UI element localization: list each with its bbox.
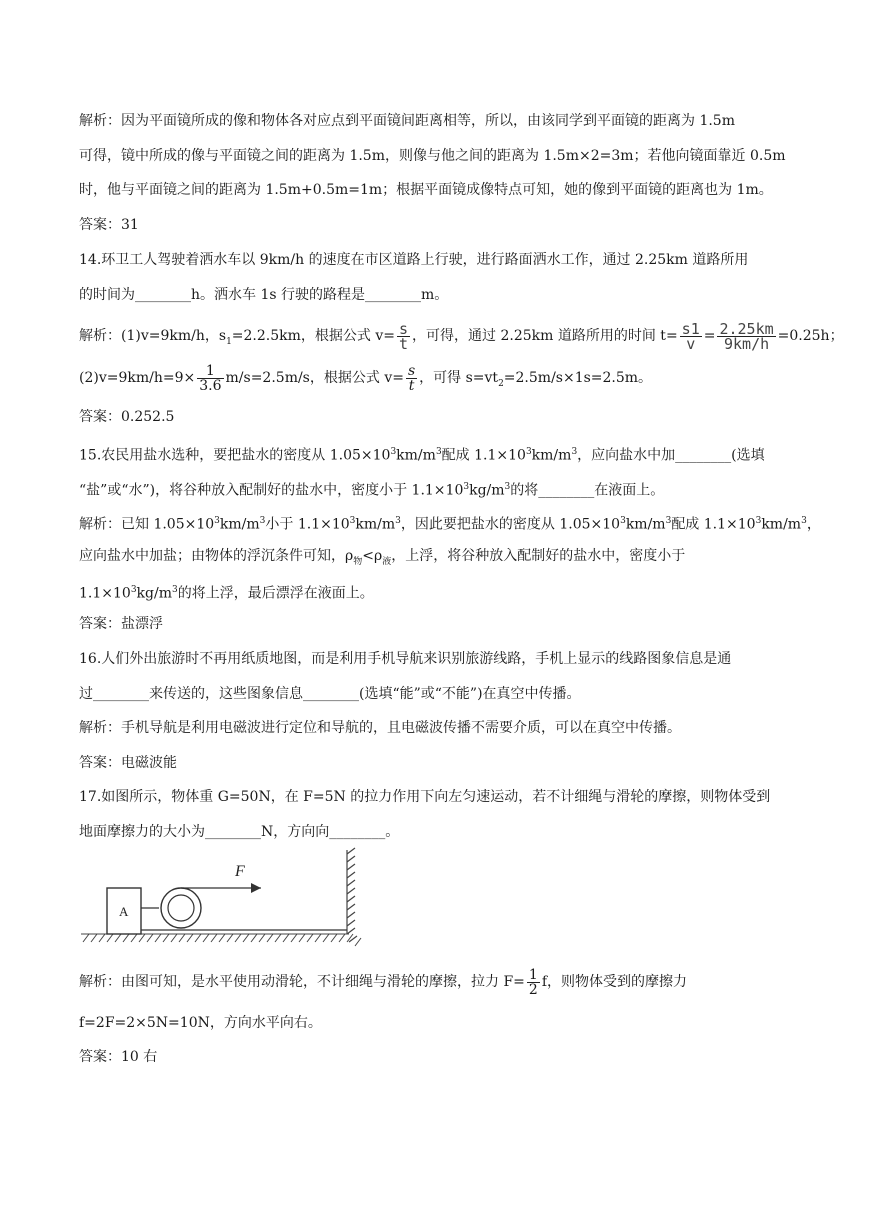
- ground-hatching: [81, 934, 361, 946]
- superscript: 3: [504, 482, 511, 492]
- fraction-distance-over-speed: [717, 319, 775, 353]
- force-label: F: [235, 863, 245, 880]
- text: =2.5m/s×1s=2.5m。: [503, 370, 653, 386]
- text: kg/m: [136, 585, 172, 602]
- analysis-line: [79, 358, 652, 404]
- pulley-diagram: [79, 846, 369, 956]
- question-14-line: 14.环卫工人驾驶着洒水车以 9km/h 的速度在市区道路上行驶，进行路面洒水工作，通过 2.25km 道路所用: [79, 252, 749, 268]
- equals: =: [703, 328, 716, 344]
- superscript: 3: [571, 447, 578, 457]
- text: (2)v=9km/h=9×: [79, 370, 196, 386]
- text: m/s=2.5m/s，根据公式 v=: [225, 370, 404, 386]
- analysis-line: 解析：手机导航是利用电磁波进行定位和导航的，且电磁波传播不需要介质，可以在真空中传播。: [79, 720, 681, 736]
- text: kg/m: [469, 482, 505, 499]
- text-line: 可得，镜中所成的像与平面镜之间的距离为 1.5m，则像与他之间的距离为 1.5m×2=3m；若他向镜面靠近 0.5m: [79, 148, 786, 164]
- superscript: 3: [620, 516, 626, 526]
- text: km/m: [355, 516, 396, 533]
- text: ，应向盐水中加________(选填: [577, 447, 765, 464]
- fraction-s1-over-v: [680, 319, 702, 353]
- denominator: 3.6: [199, 377, 222, 394]
- subscript: 1: [226, 336, 232, 347]
- superscript: 3: [349, 516, 356, 526]
- text: “盐”或“水”)，将谷种放入配制好的盐水中，密度小于 1.1×10: [79, 482, 464, 499]
- denominator: 2: [528, 981, 538, 998]
- text: ，上浮，将谷种放入配制好的盐水中，密度小于: [391, 548, 686, 564]
- subscript: 液: [382, 556, 392, 567]
- text: 应向盐水中加盐；由物体的浮沉条件可知，ρ: [79, 548, 354, 564]
- superscript: 3: [130, 585, 137, 595]
- numerator: s: [407, 362, 416, 379]
- superscript: 3: [435, 447, 442, 457]
- numerator: s1: [681, 319, 700, 338]
- text: 15.农民用盐水选种，要把盐水的密度从 1.05×10: [79, 447, 391, 464]
- text: =2.2.5km，根据公式 v=: [231, 328, 395, 344]
- denominator: t: [408, 377, 415, 394]
- text: km/m: [625, 516, 666, 533]
- superscript: 3: [801, 516, 807, 526]
- answer-line: 答案：盐漂浮: [79, 616, 163, 632]
- text: 1.1×10: [79, 585, 131, 602]
- analysis-line: [79, 318, 844, 360]
- text: km/m: [396, 447, 436, 464]
- answer-line: 答案：电磁波能: [79, 755, 177, 771]
- answer-line: 答案：31: [79, 217, 139, 233]
- analysis-line: [79, 962, 687, 1002]
- question-16-line: 过________来传送的，这些图象信息________(选填“能”或“不能”)在真空中传播。: [79, 686, 581, 702]
- analysis-line: [79, 580, 374, 604]
- text: 配成 1.1×10: [441, 447, 526, 464]
- question-15-line: [79, 442, 765, 466]
- text: 解析：(1)v=9km/h，s: [79, 328, 227, 344]
- answer-line: 答案：10 右: [79, 1049, 158, 1065]
- denominator: t: [399, 334, 409, 353]
- text: ，: [806, 516, 821, 533]
- question-15-line: [79, 477, 664, 501]
- text: 小于 1.1×10: [265, 516, 350, 533]
- denominator: 9km/h: [723, 334, 770, 353]
- pulley-wheel: [161, 888, 201, 928]
- answer-line: 答案：0.252.5: [79, 409, 175, 425]
- superscript: 3: [755, 516, 762, 526]
- superscript: 3: [463, 482, 470, 492]
- block-a-label: A: [119, 904, 129, 919]
- fraction-s-over-t: [397, 319, 410, 353]
- superscript: 3: [525, 447, 532, 457]
- analysis-line: [79, 546, 685, 572]
- fraction-1-over-2: [527, 968, 540, 997]
- question-17-line: 17.如图所示，物体重 G=50N，在 F=5N 的拉力作用下向左匀速运动，若不计细绳与滑轮的摩擦，则物体受到: [79, 789, 771, 805]
- text: km/m: [761, 516, 802, 533]
- superscript: 3: [214, 516, 220, 526]
- question-16-line: 16.人们外出旅游时不再用纸质地图，而是利用手机导航来识别旅游线路，手机上显示的线路图象信息是通: [79, 651, 732, 667]
- superscript: 3: [259, 516, 266, 526]
- superscript: 3: [171, 585, 178, 595]
- text: km/m: [219, 516, 260, 533]
- numerator: 1: [197, 364, 223, 379]
- text: <ρ: [362, 548, 383, 564]
- text: 的将上浮，最后漂浮在液面上。: [177, 585, 374, 602]
- text: km/m: [531, 447, 572, 464]
- question-14-line: 的时间为________h。洒水车 1s 行驶的路程是________m。: [79, 287, 449, 303]
- subscript: 物: [353, 556, 363, 567]
- fraction-s-over-t: [406, 364, 417, 393]
- numerator: 2.25km: [719, 319, 774, 338]
- text: 解析：由图可知，是水平使用动滑轮，不计细绳与滑轮的摩擦，拉力 F=: [79, 974, 525, 990]
- wall: [347, 848, 357, 942]
- arrow-head: [251, 883, 261, 893]
- subscript: 2: [498, 378, 504, 389]
- superscript: 3: [395, 516, 401, 526]
- analysis-line: [79, 511, 821, 535]
- text-line: 解析：因为平面镜所成的像和物体各对应点到平面镜间距离相等，所以，由该同学到平面镜的距离为 1.5m: [79, 113, 735, 129]
- text: 解析：已知 1.05×10: [79, 516, 215, 533]
- text: 配成 1.1×10: [671, 516, 756, 533]
- text-line: 时，他与平面镜之间的距离为 1.5m+0.5m=1m；根据平面镜成像特点可知，她的像到平面镜的距离也为 1m。: [79, 182, 773, 198]
- analysis-line: f=2F=2×5N=10N，方向水平向右。: [79, 1015, 322, 1031]
- text: f，则物体受到的摩擦力: [541, 974, 688, 990]
- text: ，可得，通过 2.25km 道路所用的时间 t=: [412, 328, 678, 344]
- superscript: 3: [390, 447, 397, 457]
- text: ，可得 s=vt: [419, 370, 499, 386]
- fraction-1-over-3.6: [197, 364, 223, 393]
- superscript: 3: [665, 516, 672, 526]
- text: =0.25h；: [777, 328, 844, 344]
- numerator: s: [399, 319, 409, 338]
- text: ，因此要把盐水的密度从 1.05×10: [400, 516, 621, 533]
- text: 的将________在液面上。: [510, 482, 665, 499]
- question-17-line: 地面摩擦力的大小为________N，方向向________。: [79, 824, 400, 840]
- numerator: 1: [528, 966, 538, 983]
- denominator: v: [686, 334, 696, 353]
